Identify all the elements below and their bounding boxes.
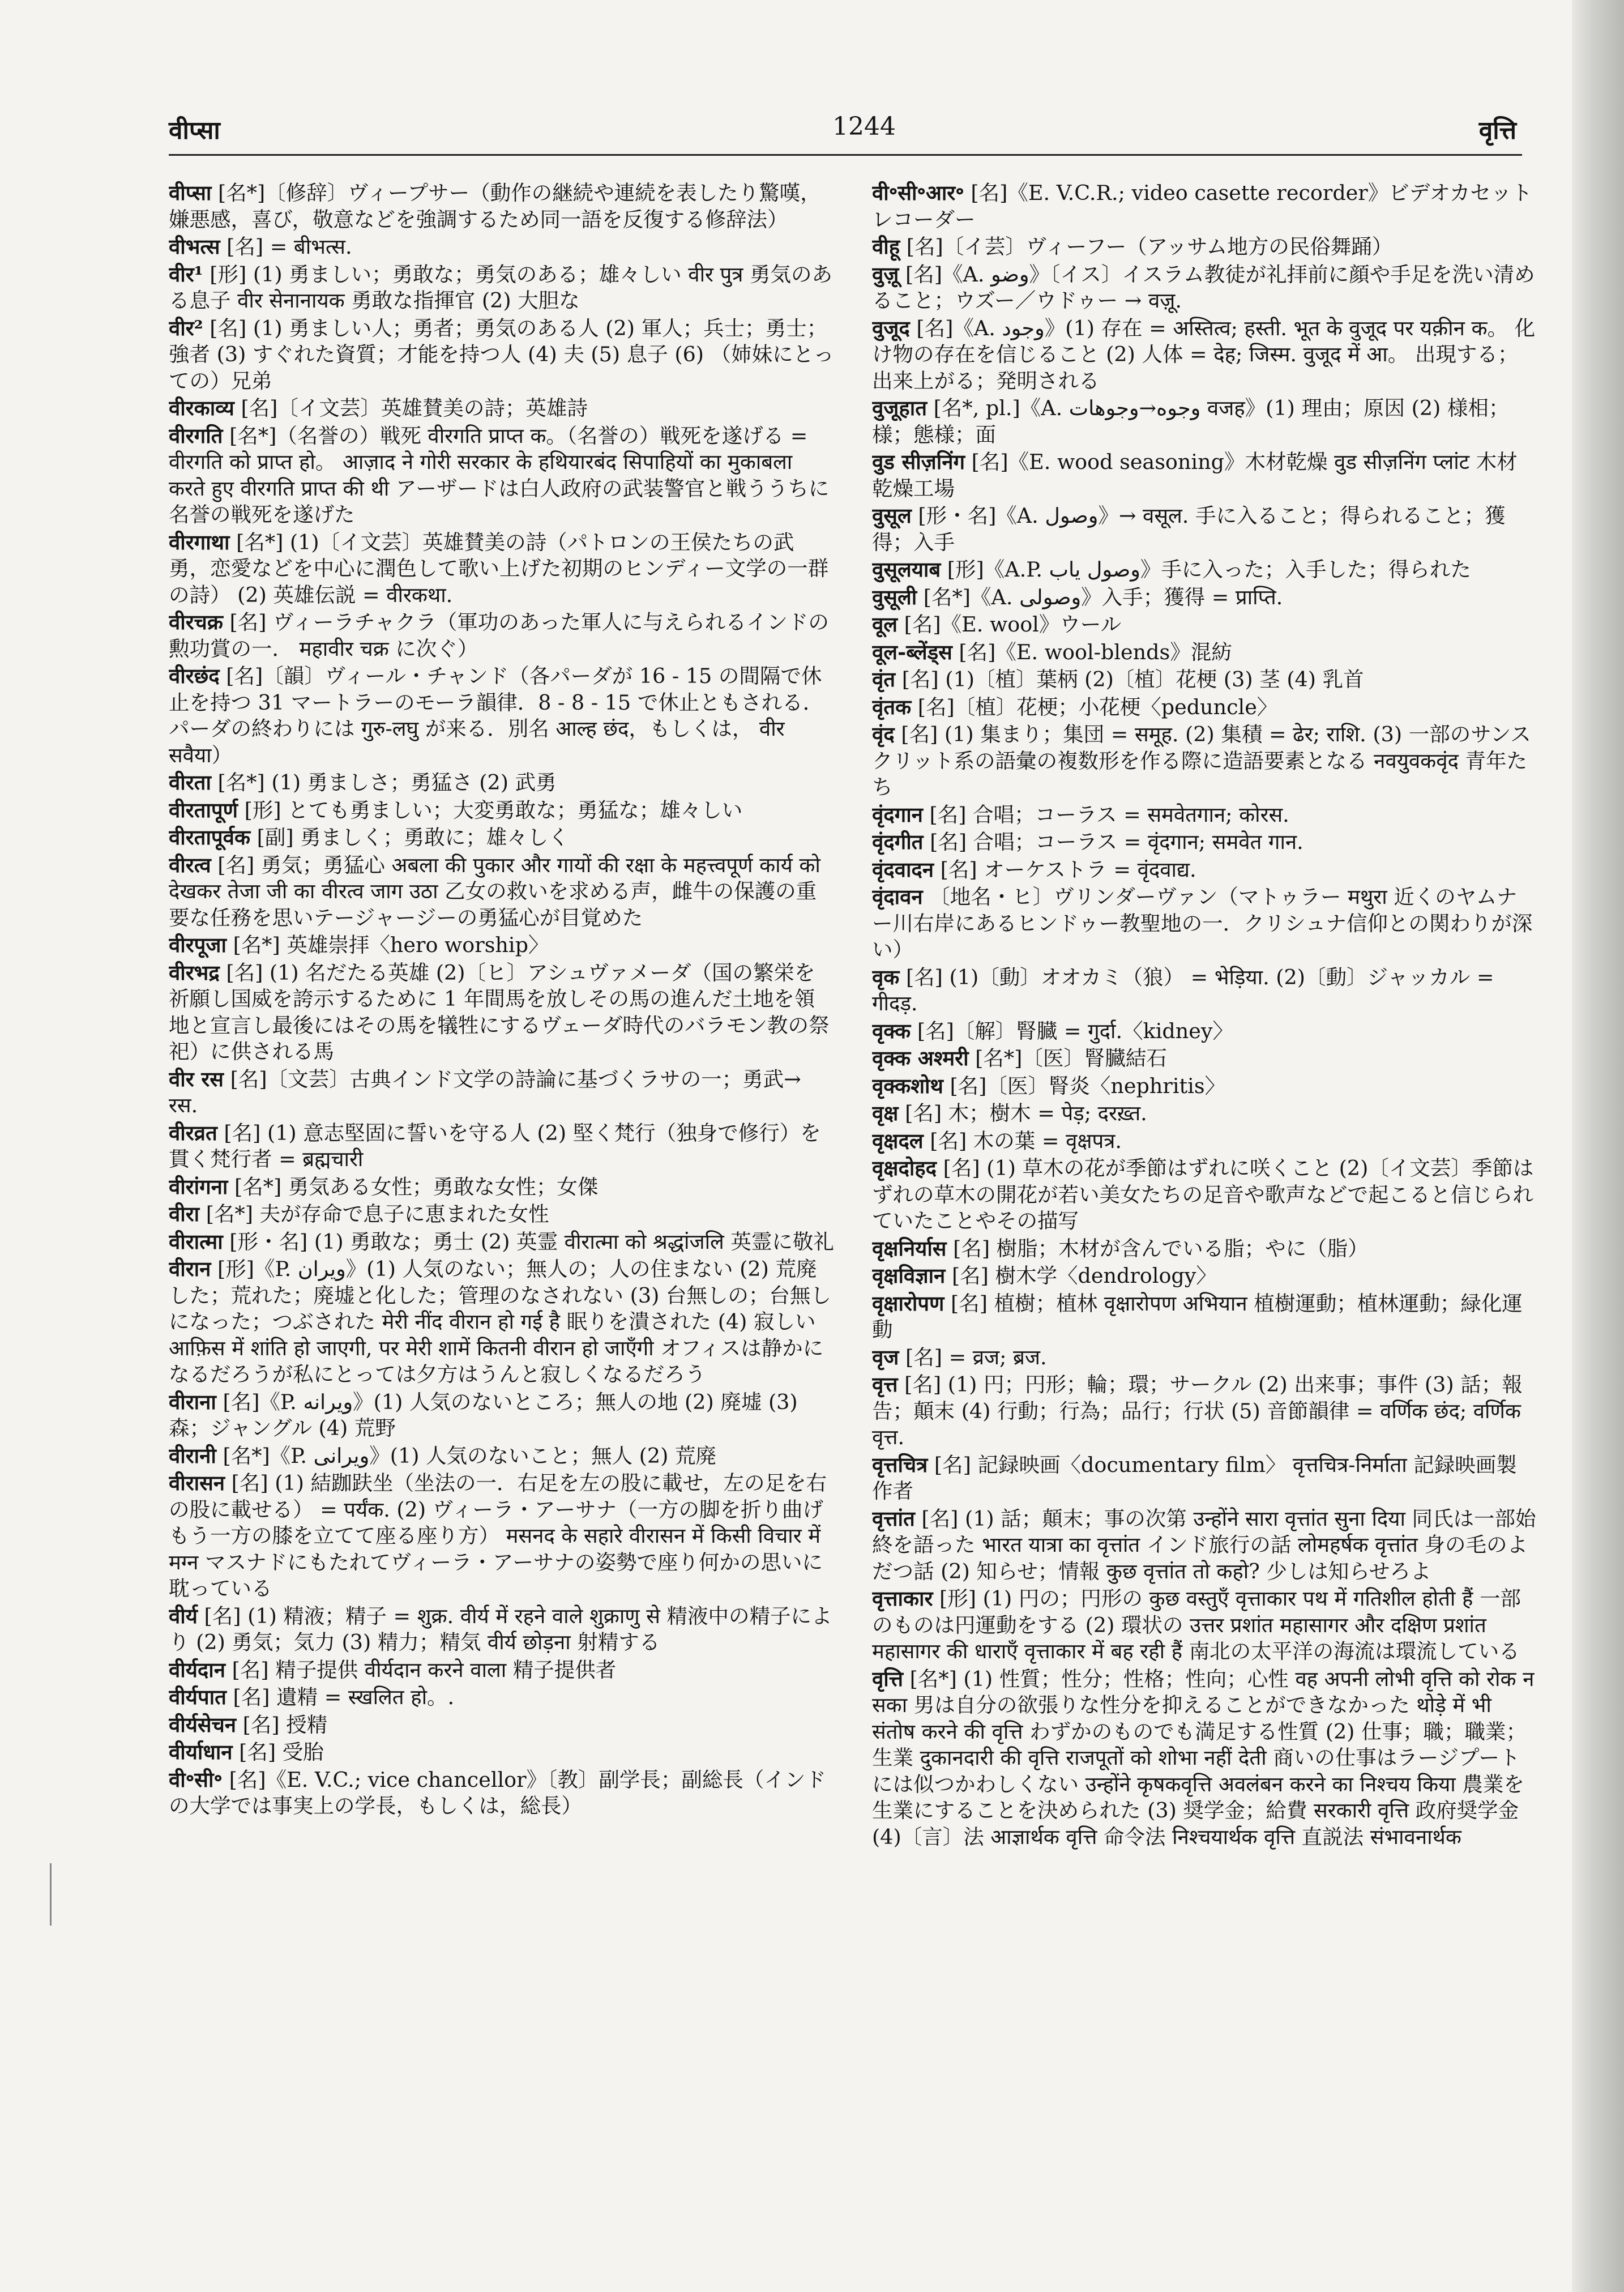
dictionary-entry (872, 1155, 1537, 1235)
headword: वी॰सी॰ (169, 1767, 223, 1792)
headword: वृत्त (872, 1372, 898, 1397)
headword: वीरपूजा (169, 933, 226, 957)
headword: वृक्क (872, 1018, 911, 1043)
dictionary-entry (872, 1018, 1537, 1045)
dictionary-entry (872, 722, 1537, 801)
dictionary-entry (872, 180, 1537, 233)
dictionary-entry (169, 1712, 834, 1739)
headword: वृक्षदोहद (872, 1156, 937, 1180)
definition: [名*] 夫が存命で息子に恵まれた女性 (206, 1202, 549, 1226)
definition: [名] 精子提供 वीर्यदान करने वाला 精子提供者 (232, 1657, 617, 1682)
dictionary-entry (872, 503, 1537, 556)
dictionary-entry (872, 1128, 1537, 1155)
dictionary-entry (872, 612, 1537, 638)
headword: वुसूल (872, 503, 912, 528)
dictionary-entry (872, 1345, 1537, 1371)
dictionary-entry (872, 802, 1537, 829)
scan-margin-mark (50, 1863, 52, 1926)
headword: वीरान (169, 1257, 211, 1281)
dictionary-entry (872, 395, 1537, 448)
definition: [名*]〔修辞〕ヴィープサー（動作の継続や連続を表したり驚嘆，嫌悪感，喜び，敬意などを強調するため同一語を反復する修辞法） (169, 181, 821, 232)
headword: वीरत्व (169, 852, 211, 877)
headword: वीर रस (169, 1066, 224, 1091)
definition: [名] = व्रज; ब्रज. (905, 1345, 1047, 1369)
definition: [名] (1) 名だたる英雄 (2)〔ヒ〕アシュヴァメーダ（国の繁栄を祈願し国威を誇示するために 1 年間馬を放しその馬の進んだ土地を領地と宣言し最後にはその馬を犠牲にするヴェーダ時代のバラモン教の祭祀）に供される馬 (169, 960, 830, 1064)
dictionary-entry (872, 1452, 1537, 1505)
headword: वीरा (169, 1202, 200, 1226)
dictionary-entry (872, 262, 1537, 314)
definition: [名] (1) 結跏趺坐（坐法の一．右足を左の股に載せ，左の足を右の股に載せる） = पर्यंक. (2) ヴィーラ・アーサナ（一方の脚を折り曲げもう一方の膝を立てて座る座り方） मसनद के सहारे वीरासन में किसी विचार में मग्न マスナドにもたれてヴィーラ・アーサナの姿勢で座り何かの思いに耽っている (169, 1471, 827, 1600)
headword: वीर्यसेचन (169, 1712, 237, 1737)
headword: वीरव्रत (169, 1120, 217, 1145)
definition: [副] 勇ましく；勇敢に；雄々しく (257, 825, 569, 850)
headword: वृंदगीत (872, 830, 924, 854)
dictionary-entry (872, 449, 1537, 502)
headword: वूल (872, 612, 898, 637)
dictionary-entry (169, 1201, 834, 1228)
definition: [名] オーケストラ = वृंदवाद्य. (940, 857, 1196, 882)
definition: [名]《A. وجود》(1) 存在 = अस्तित्व; हस्ती. भूत के वुजूद पर यक़ीन क。 化け物の存在を信じること (2) 人体 = देह; जिस्म. वुजूद में आ。 出現する；出来上がる；発明される (872, 315, 1536, 393)
dictionary-entry (169, 797, 834, 824)
dictionary-entry (169, 262, 834, 314)
headword: वुज़ू (872, 262, 899, 287)
definition: [名*] (1)〔イ文芸〕英雄賛美の詩（パトロンの王侯たちの武勇，恋愛などを中心に潤色して歌い上げた初期のヒンディー文学の一群の詩） (2) 英雄伝説 = वीरकथा. (169, 530, 829, 607)
headword: वृंतक (872, 694, 912, 719)
headword: वृज (872, 1345, 899, 1369)
definition: [名] 木；樹木 = पेड़; दरख़्त. (905, 1101, 1147, 1125)
headword: वीरता (169, 770, 211, 795)
dictionary-entry (872, 857, 1537, 883)
dictionary-entry (872, 1506, 1537, 1585)
dictionary-entry (169, 315, 834, 395)
headword: वृत्ति (872, 1666, 903, 1691)
dictionary-entry (169, 1767, 834, 1820)
dictionary-entry (169, 1470, 834, 1602)
dictionary-entry (169, 1174, 834, 1201)
dictionary-entry (169, 180, 834, 233)
headword: वीर्यपात (169, 1685, 226, 1709)
headword: वीप्सा (169, 181, 212, 205)
dictionary-entry (872, 694, 1537, 721)
headword: वृंदवादन (872, 857, 934, 882)
headword: वृत्तांत (872, 1506, 915, 1531)
headword: वुसूलयाब (872, 557, 941, 582)
definition: 〔地名・ヒ〕ヴリンダーヴァン（マトゥラー मथुरा 近くのヤムナー川右岸にあるヒンドゥー教聖地の一．クリシュナ信仰との関わりが深い） (872, 885, 1533, 962)
definition: [名] (1) 意志堅固に誓いを守る人 (2) 堅く梵行（独身で修行）を貫く梵行者 = ब्रह्मचारी (169, 1120, 821, 1171)
headword: वृक्षारोपण (872, 1291, 945, 1316)
headword: वुजूहात (872, 396, 928, 420)
definition: [名]〔医〕腎炎〈nephritis〉 (950, 1073, 1226, 1098)
dictionary-entry (169, 663, 834, 769)
definition: [名]〔イ文芸〕英雄賛美の詩；英雄詩 (241, 396, 588, 420)
dictionary-entry (169, 1229, 834, 1256)
dictionary-entry (169, 852, 834, 932)
headword: वृक्क अश्मरी (872, 1046, 969, 1070)
definition: [名] (1)〔植〕葉柄 (2)〔植〕花梗 (3) 茎 (4) 乳首 (901, 667, 1364, 692)
headword: वीभत्स (169, 234, 220, 259)
headword: वृक (872, 964, 900, 989)
headword: वीरचक्र (169, 610, 223, 634)
dictionary-entry (169, 1603, 834, 1656)
definition: [名] (1) 勇ましい人；勇者；勇気のある人 (2) 軍人；兵士；勇士；強者 (3) すぐれた資質；才能を持つ人 (4) 夫 (5) 息子 (6) （姉妹にとっての）兄弟 (169, 315, 834, 393)
dictionary-entry (169, 960, 834, 1065)
definition: [名*]《P. ويرانى》(1) 人気のないこと；無人 (2) 荒廃 (223, 1443, 716, 1468)
headword: वृक्कशोथ (872, 1073, 943, 1098)
page-number: 1244 (832, 112, 896, 141)
dictionary-entry (872, 1073, 1537, 1100)
right-column (872, 180, 1537, 2253)
dictionary-entry (872, 1045, 1537, 1072)
definition: [名]〔解〕腎臓 = गुर्दा.〈kidney〉 (917, 1018, 1233, 1043)
dictionary-entry (169, 1443, 834, 1470)
definition: [形] (1) 勇ましい；勇敢な；勇気のある；雄々しい वीर पुत्र 勇気のある息子 वीर सेनानायक 勇敢な指揮官 (2) 大胆な (169, 262, 833, 313)
dictionary-entry (872, 557, 1537, 583)
dictionary-entry (169, 770, 834, 796)
headword: वृक्षविज्ञान (872, 1264, 946, 1288)
dictionary-entry (169, 1066, 834, 1119)
definition: [名*] (1) 勇ましさ；勇猛さ (2) 武勇 (217, 770, 557, 795)
definition: [名] (1) 草木の花が季節はずれに咲くこと (2)〔イ文芸〕季節はずれの草木の開花が若い美女たちの足音や歌声などで起こると信じられていたことやその描写 (872, 1156, 1534, 1233)
dictionary-entry (169, 530, 834, 609)
definition: [名] (1) 集まり；集団 = समूह. (2) 集積 = ढेर; राशि. (3) 一部のサンスクリット系の語彙の複数形を作る際に造語要素となる नवयुवकवृंद 青年たち (872, 722, 1531, 799)
definition: [名]《E. V.C.R.; video casette recorder》ビデオカセットレコーダー (872, 181, 1532, 232)
dictionary-entry (872, 1100, 1537, 1127)
definition: [名] ヴィーラチャクラ（軍功のあった軍人に与えられるインドの勲功賞の一． महावीर चक्र に次ぐ） (169, 610, 829, 661)
headword: वीरगाथा (169, 530, 230, 554)
definition: [名] 木の葉 = वृक्षपत्र. (930, 1128, 1122, 1153)
headword: वृंदगान (872, 802, 923, 827)
headword: वीरासन (169, 1471, 225, 1495)
dictionary-entry (872, 1291, 1537, 1343)
definition: [形] とても勇ましい；大変勇敢な；勇猛な；雄々しい (244, 797, 743, 822)
definition: [名*] (1) 性質；性分；性格；性向；心性 वह अपनी लोभी वृत्ति को रोक न सका 男は自分の欲張りな性分を抑えることができなかった थोड़े में भी संतोष करने की वृत्ति わずかのものでも満足する性質 (2) 仕事；職；職業；生業 दुकानदारी की वृत्ति राजपूतों को शोभा नहीं देती 商いの仕事はラージプートには似つかわしくない उन्होंने कृषकवृत्ति अवलंबन करने का निश्चय किया 農業を生業にすることを決められた (3) 奨学金；給費 सरकारी वृत्ति 政府奨学金 (4)〔言〕法 आज्ञार्थक वृत्ति 命令法 निश्चयार्थक वृत्ति 直説法 संभावनार्थक (872, 1666, 1535, 1849)
headword: वीरात्मा (169, 1229, 223, 1254)
headword: वीर्यदान (169, 1657, 226, 1682)
definition: [名*]〔医〕腎臓結石 (975, 1046, 1167, 1070)
headword: वीरभद्र (169, 960, 220, 985)
dictionary-entry (872, 1263, 1537, 1290)
dictionary-entry (169, 1256, 834, 1388)
dictionary-entry (872, 315, 1537, 395)
definition: [名]〔イ芸〕ヴィーフー（アッサム地方の民俗舞踊） (906, 234, 1393, 259)
definition: [名] 受胎 (239, 1740, 324, 1764)
definition: [名*]《A. وصولى》入手；獲得 = प्राप्ति. (923, 584, 1283, 609)
dictionary-entry (872, 584, 1537, 611)
definition: [名] 勇気；勇猛心 अबला की पुकार और गायों की रक्षा के महत्त्वपूर्ण कार्य को देखकर तेजा जी का वीरत्व जाग उठा 乙女の救いを求める声，雌牛の保護の重要な任務を思いテージャージーの勇猛心が目覚めた (169, 852, 820, 930)
headword: वृक्ष (872, 1101, 899, 1125)
dictionary-entry (872, 964, 1537, 1017)
headword: वीरांगना (169, 1174, 228, 1199)
definition: [名] 授精 (242, 1712, 328, 1737)
dictionary-entry (872, 1372, 1537, 1451)
dictionary-entry (169, 932, 834, 959)
headword: वीर्य (169, 1603, 198, 1628)
definition: [名]《P. ويرانه》(1) 人気のないところ；無人の地 (2) 廃墟 (3) 森；ジャングル (4) 荒野 (169, 1389, 798, 1440)
definition: [形]《A.P. وصول ياب》手に入った；入手した；得られた (947, 557, 1471, 582)
definition: [名] (1) 精液；精子 = शुक्र. वीर्य में रहने वाले शुक्राणु से 精液中の精子により (2) 勇気；気力 (3) 精力；精気 वीर्य छोड़ना 射精する (169, 1603, 832, 1654)
definition: [名] 合唱；コーラス = वृंदगान; समवेत गान. (930, 830, 1304, 854)
header-rule (169, 154, 1522, 156)
headword: वीराना (169, 1389, 216, 1414)
definition: [形・名] (1) 勇敢な；勇士 (2) 英霊 वीरात्मा को श्रद्धांजलि 英霊に敬礼 (229, 1229, 834, 1254)
definition: [名*, pl.]《A. وجوه→وجوهات वजह》(1) 理由；原因 (2) 様相；様；態様；面 (872, 396, 1510, 447)
definition: [形] (1) 円の；円形の कुछ वस्तुएँ वृत्ताकार पथ में गतिशील होती हैं 一部のものは円運動をする (2) 環状の उत्तर प्रशांत महासागर और दक्षिण प्रशांत महासागर की धाराएँ वृत्ताकार में बह रही हैं 南北の太平洋の海流は環流している (872, 1586, 1521, 1663)
headword: वीर¹ (169, 262, 203, 287)
headword: वृत्तचित्र (872, 1452, 928, 1477)
headword: वुड सीज़निंग (872, 450, 965, 474)
headword: वीरानी (169, 1443, 216, 1468)
dictionary-entry (169, 395, 834, 422)
dictionary-entry (872, 1586, 1537, 1665)
dictionary-entry (169, 609, 834, 662)
headword: वीर² (169, 315, 203, 340)
definition: [名]《E. V.C.; vice chancellor》〔教〕副学長；副総長（インドの大学では事実上の学長，もしくは，総長） (169, 1767, 826, 1818)
definition: [名*] 勇気ある女性；勇敢な女性；女傑 (234, 1174, 599, 1199)
dictionary-entry (169, 1684, 834, 1711)
headword: वृक्षनिर्यास (872, 1236, 947, 1261)
definition: [名]《E. wool-blends》混紡 (959, 639, 1232, 664)
running-head-right: वृत्ति (1478, 116, 1516, 145)
dictionary-entry (169, 423, 834, 528)
definition: [形・名]《A. وصول》→ वसूल. 手に入ること；得られること；獲得；入手 (872, 503, 1506, 554)
dictionary-entry (169, 1739, 834, 1766)
headword: वीरगति (169, 423, 223, 448)
definition: [名] (1) 話；顛末；事の次第 उन्होंने सारा वृत्तांत सुना दिया 同氏は一部始終を語った भारत यात्रा का वृत्तांत インド旅行の話 लोमहर्षक वृत्तांत 身の毛のよだつ話 (2) 知らせ；情報 कुछ वृत्तांत तो कहो? 少しは知らせろよ (872, 1506, 1536, 1584)
dictionary-entry (169, 825, 834, 851)
definition: [名]〔植〕花梗；小花梗〈peduncle〉 (917, 694, 1278, 719)
definition: [名] 樹木学〈dendrology〉 (951, 1264, 1217, 1288)
headword: वृंद (872, 722, 895, 746)
headword: वीहू (872, 234, 900, 259)
headword: वूल-ब्लेंड्स (872, 639, 952, 664)
headword: वृत्ताकार (872, 1586, 933, 1611)
headword: वीरतापूर्ण (169, 797, 238, 822)
definition: [名]〔韻〕ヴィール・チャンド（各パーダが 16 - 15 の間隔で休止を持つ 31 マートラーのモーラ韻律．8 - 8 - 15 で休止ともされる．パーダの終わりには गुरु-लघु が来る．別名 आल्ह छंद，もしくは， वीर सवैया） (169, 664, 824, 767)
left-column (169, 180, 834, 2253)
definition: [名] (1)〔動〕オオカミ（狼） = भेड़िया. (2)〔動〕ジャッカル = गीदड़. (872, 964, 1494, 1015)
headword: वृक्षदल (872, 1128, 924, 1153)
headword: वुसूली (872, 584, 917, 609)
definition: [名] = बीभत्स. (226, 234, 352, 259)
dictionary-entry (872, 1236, 1537, 1262)
headword: वृंत (872, 667, 896, 692)
running-head-left: वीप्सा (169, 116, 220, 145)
page-edge-shadow (1572, 0, 1624, 2292)
dictionary-entry (872, 829, 1537, 856)
definition: [名] 記録映画〈documentary film〉 वृत्तचित्र-निर्माता 記録映画製作者 (872, 1452, 1517, 1503)
definition: [名]《A. وضو》〔イス〕イスラム教徒が礼拝前に顔や手足を洗い清めること；ウズー／ウドゥー → वज़ू. (872, 262, 1535, 313)
definition: [名]《E. wood seasoning》木材乾燥 वुड सीज़निंग प्लांट 木材乾燥工場 (872, 450, 1518, 501)
definition: [名] 植樹；植林 वृक्षारोपण अभियान 植樹運動；植林運動；緑化運動 (872, 1291, 1523, 1342)
definition: [名] 樹脂；木材が含んでいる脂；やに（脂） (953, 1236, 1369, 1261)
dictionary-entry (872, 884, 1537, 963)
definition: [名] (1) 円；円形；輪；環；サークル (2) 出来事；事件 (3) 話；報告；顛末 (4) 行動；行為；品行；行状 (5) 音節韻律 = वर्णिक छंद; वर्णिक वृत्त. (872, 1372, 1523, 1449)
headword: वी॰सी॰आर॰ (872, 181, 964, 205)
definition: [名] 遺精 = स्खलित हो。. (233, 1685, 455, 1709)
dictionary-entry (169, 1657, 834, 1684)
headword: वुजूद (872, 315, 910, 340)
headword: वीर्याधान (169, 1740, 233, 1764)
definition: [名] 合唱；コーラス = समवेतगान; कोरस. (929, 802, 1289, 827)
headword: वीरकाव्य (169, 396, 234, 420)
headword: वृंदावन (872, 885, 923, 909)
headword: वीरतापूर्वक (169, 825, 250, 850)
definition: [形]《P. ويران》(1) 人気のない；無人の；人の住まない (2) 荒廃した；荒れた；廃墟と化した；管理のなされない (3) 台無しの；台無しになった；つぶされた मेरी नींद वीरान हो गई है 眠りを潰された (4) 寂しい आफ़िस में शांति हो जाएगी, पर मेरी शामें कितनी वीरान हो जाएँगी オフィスは静かになるだろうが私にとっては夕方はうんと寂しくなるだろう (169, 1257, 831, 1386)
definition: [名*]（名誉の）戦死 वीरगति प्राप्त क。（名誉の）戦死を遂げる = वीरगति को प्राप्त हो。 आज़ाद ने गोरी सरकार के हथियारबंद सिपाहियों का मुकाबला करते हुए वीरगति प्राप्त की थी アーザードは白人政府の武装警官と戦ううちに名誉の戦死を遂げた (169, 423, 830, 527)
headword: वीरछंद (169, 664, 220, 688)
definition: [名]〔文芸〕古典インド文学の詩論に基づくラサの一；勇武→ रस. (169, 1066, 801, 1117)
dictionary-entry (872, 234, 1537, 261)
dictionary-entry (872, 667, 1537, 693)
dictionary-entry (872, 639, 1537, 666)
dictionary-entry (872, 1666, 1537, 1851)
definition: [名]《E. wool》ウール (904, 612, 1122, 637)
dictionary-entry (169, 234, 834, 261)
definition: [名*] 英雄崇拝〈hero worship〉 (233, 933, 549, 957)
dictionary-entry (169, 1389, 834, 1442)
dictionary-entry (169, 1120, 834, 1173)
